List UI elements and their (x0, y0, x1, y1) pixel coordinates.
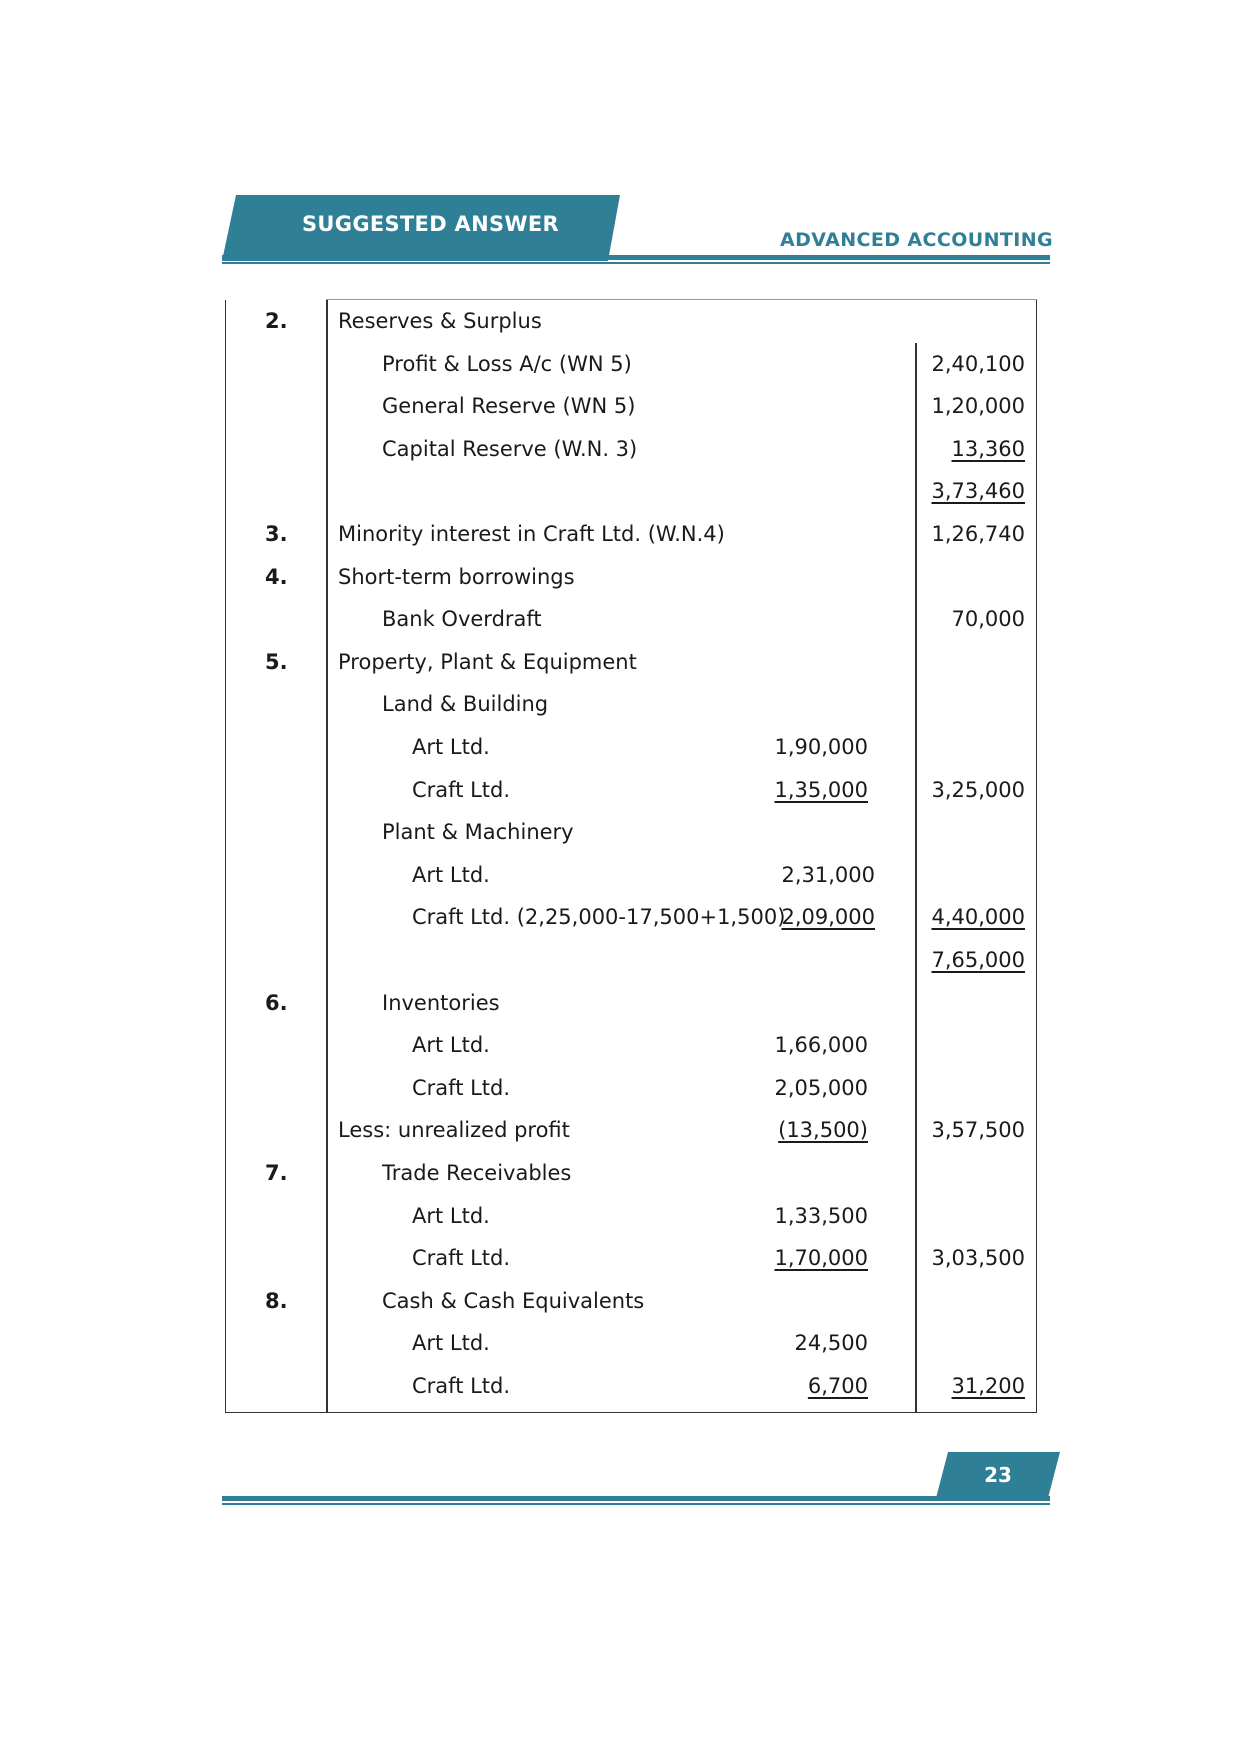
table-row (0, 300, 1241, 343)
table-row (0, 939, 1241, 982)
line-total: 7,65,000 (931, 948, 1025, 972)
line-amount: 2,09,000 (781, 905, 875, 930)
line-amount: 2,31,000 (781, 862, 875, 887)
line-total: 31,200 (951, 1374, 1025, 1398)
table-row (0, 854, 1241, 897)
line-description: Capital Reserve (W.N. 3) (382, 436, 638, 461)
line-total: 1,20,000 (931, 394, 1025, 419)
line-description: Craft Ltd. (412, 1246, 511, 1271)
line-description: Craft Ltd. (412, 1374, 511, 1398)
line-amount: 24,500 (794, 1331, 868, 1356)
table-row (0, 470, 1241, 513)
note-number: 4. (265, 564, 288, 589)
note-number: 8. (265, 1288, 288, 1313)
line-description: Less: unrealized profit (338, 1118, 570, 1143)
table-row (0, 1237, 1241, 1280)
line-description: Craft Ltd. (412, 1075, 511, 1100)
footer-rule-thin (222, 1503, 1050, 1505)
table-row (0, 769, 1241, 812)
table-row (0, 683, 1241, 726)
line-total: 13,360 (951, 436, 1025, 461)
table-row (0, 1067, 1241, 1110)
table-row (0, 1152, 1241, 1195)
line-description: Inventories (382, 990, 500, 1015)
header-rule (222, 255, 1050, 260)
line-description: Art Ltd. (412, 1033, 490, 1058)
table-row (0, 1280, 1241, 1323)
table-row (0, 982, 1241, 1025)
table-row (0, 811, 1241, 854)
table-row (0, 641, 1241, 684)
line-total: 70,000 (951, 607, 1025, 632)
table-row (0, 598, 1241, 641)
line-amount: 2,05,000 (774, 1075, 868, 1100)
table-row (0, 1365, 1241, 1408)
line-description: Craft Ltd. (2,25,000-17,500+1,500) (412, 905, 786, 930)
table-row (0, 428, 1241, 471)
line-description: Art Ltd. (412, 735, 490, 759)
footer-rule (222, 1496, 1050, 1501)
table-row (0, 1322, 1241, 1365)
line-description: Plant & Machinery (382, 820, 574, 845)
line-amount: 1,90,000 (774, 735, 868, 759)
line-amount: 6,700 (807, 1374, 868, 1398)
line-description: Craft Ltd. (412, 777, 511, 802)
line-description: Minority interest in Craft Ltd. (W.N.4) (338, 522, 725, 546)
table-row (0, 726, 1241, 769)
line-description: Cash & Cash Equivalents (382, 1288, 645, 1313)
line-description: Trade Receivables (382, 1161, 572, 1185)
table-row (0, 896, 1241, 939)
line-total: 4,40,000 (931, 905, 1025, 930)
line-description: Property, Plant & Equipment (338, 649, 637, 674)
note-number: 3. (265, 522, 288, 546)
line-description: Reserves & Surplus (338, 309, 542, 333)
table-row (0, 513, 1241, 556)
subject-title: ADVANCED ACCOUNTING (780, 229, 1054, 251)
line-total: 3,57,500 (931, 1118, 1025, 1143)
line-total: 3,03,500 (931, 1246, 1025, 1271)
line-description: Short-term borrowings (338, 564, 575, 589)
table-row (0, 1024, 1241, 1067)
line-description: General Reserve (WN 5) (382, 394, 636, 419)
line-amount: 1,35,000 (774, 777, 868, 802)
table-row (0, 343, 1241, 386)
line-amount: 1,66,000 (774, 1033, 868, 1058)
line-description: Art Ltd. (412, 1203, 490, 1228)
line-description: Art Ltd. (412, 1331, 490, 1356)
line-total: 1,26,740 (931, 522, 1025, 546)
line-amount: (13,500) (778, 1118, 868, 1143)
line-amount: 1,70,000 (774, 1246, 868, 1271)
table-row (0, 385, 1241, 428)
note-number: 6. (265, 990, 288, 1015)
line-description: Profit & Loss A/c (WN 5) (382, 351, 632, 376)
line-amount: 1,33,500 (774, 1203, 868, 1228)
note-number: 5. (265, 649, 288, 674)
line-description: Land & Building (382, 692, 549, 717)
table-row (0, 1195, 1241, 1238)
note-number: 2. (265, 309, 288, 333)
header-rule-thin (222, 262, 1050, 264)
table-row (0, 1109, 1241, 1152)
page-number: 23 (984, 1463, 1012, 1487)
header-tab-label: SUGGESTED ANSWER (302, 212, 559, 236)
line-total: 2,40,100 (931, 351, 1025, 376)
line-total: 3,25,000 (931, 777, 1025, 802)
note-number: 7. (265, 1161, 288, 1185)
table-row (0, 556, 1241, 599)
line-total: 3,73,460 (931, 479, 1025, 504)
line-description: Bank Overdraft (382, 607, 542, 632)
line-description: Art Ltd. (412, 862, 490, 887)
